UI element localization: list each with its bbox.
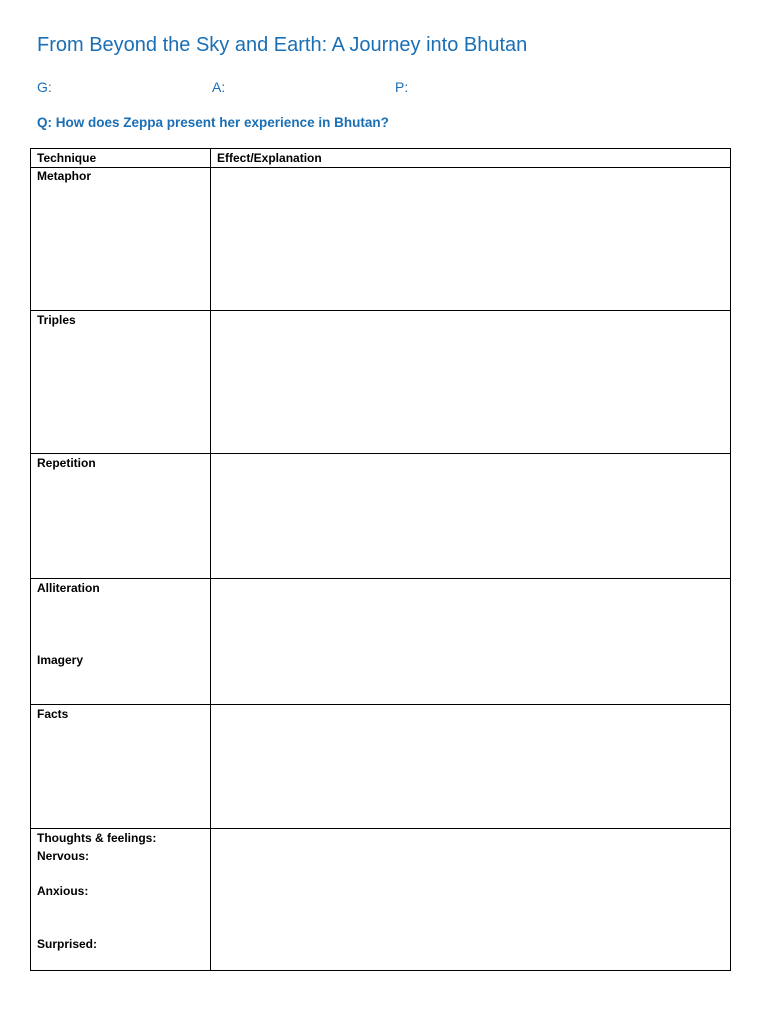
technique-cell (31, 579, 211, 704)
effect-cell-metaphor[interactable] (211, 168, 730, 310)
technique-label-repetition: Repetition (37, 456, 96, 470)
technique-label-triples: Triples (37, 313, 76, 327)
header-effect: Effect/Explanation (217, 151, 322, 165)
feeling-label-nervous: Nervous: (37, 849, 90, 863)
technique-label-imagery: Imagery (37, 653, 84, 667)
table-row-alliteration-imagery (31, 579, 730, 705)
effect-cell-alliteration-imagery[interactable] (211, 579, 730, 704)
technique-cell (31, 168, 211, 310)
header-effect-cell (211, 149, 730, 167)
table-row-triples (31, 311, 730, 454)
effect-cell-repetition[interactable] (211, 454, 730, 578)
purpose-label: P: (395, 79, 409, 95)
table-row-repetition (31, 454, 730, 579)
effect-cell-triples[interactable] (211, 311, 730, 453)
technique-table (30, 148, 731, 971)
table-row-facts (31, 705, 730, 829)
technique-label-thoughts-feelings: Thoughts & feelings: (37, 831, 157, 845)
technique-cell (31, 311, 211, 453)
feeling-label-surprised: Surprised: (37, 937, 98, 951)
genre-label: G: (37, 79, 52, 95)
audience-label: A: (212, 79, 226, 95)
table-header-row (31, 149, 730, 168)
gap-line (0, 79, 768, 99)
technique-cell (31, 705, 211, 828)
technique-label-alliteration: Alliteration (37, 581, 100, 595)
technique-label-facts: Facts (37, 707, 69, 721)
header-technique-cell (31, 149, 211, 167)
effect-cell-thoughts-feelings[interactable] (211, 829, 730, 970)
table-row-metaphor (31, 168, 730, 311)
feeling-label-anxious: Anxious: (37, 884, 89, 898)
question-heading: Q: How does Zeppa present her experience in Bhutan? (37, 115, 389, 130)
worksheet-title: From Beyond the Sky and Earth: A Journey into Bhutan (37, 34, 528, 56)
technique-label-metaphor: Metaphor (37, 169, 91, 183)
header-technique: Technique (37, 151, 97, 165)
technique-cell (31, 829, 211, 970)
technique-cell (31, 454, 211, 578)
table-row-thoughts-feelings (31, 829, 730, 970)
effect-cell-facts[interactable] (211, 705, 730, 828)
